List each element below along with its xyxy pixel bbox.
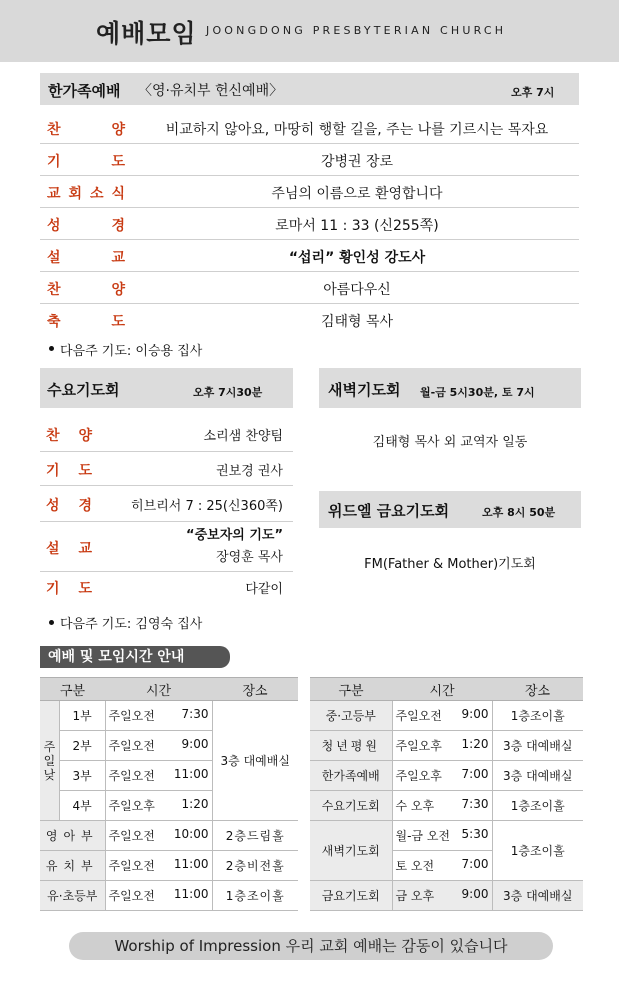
program-label: 기 도 bbox=[47, 154, 125, 170]
time-value: 5:30 bbox=[461, 827, 489, 841]
program-value: “섭리” 황인성 강도사 bbox=[288, 250, 426, 266]
program-label: 성 경 bbox=[47, 218, 125, 234]
family-service-subtitle: 〈영·유치부 헌신예배〉 bbox=[138, 83, 284, 99]
time-value: 9:00 bbox=[461, 887, 489, 901]
program-label: 설 교 bbox=[47, 250, 125, 266]
time-day: 금 오후 bbox=[395, 889, 435, 903]
wednesday-next-prayer: 다음주 기도: 김영숙 집사 bbox=[60, 617, 203, 632]
table-row bbox=[40, 881, 298, 911]
time-day: 토 오전 bbox=[395, 859, 435, 873]
time-day: 주일오전 bbox=[108, 769, 155, 783]
service-part: 4부 bbox=[59, 791, 105, 821]
table-row bbox=[40, 851, 298, 881]
col-place: 장소 bbox=[492, 678, 583, 701]
time-value: 7:30 bbox=[181, 707, 209, 721]
program-row bbox=[40, 486, 293, 522]
time-day: 주일오후 bbox=[395, 769, 442, 783]
dawn-prayer-time: 월-금 5시30분, 토 7시 bbox=[420, 386, 535, 399]
program-value: 아름다우신 bbox=[323, 282, 391, 298]
category-cell: 새벽기도회 bbox=[310, 821, 392, 881]
time-cell bbox=[105, 791, 212, 821]
schedule-table-right bbox=[310, 677, 583, 911]
time-value: 7:30 bbox=[461, 797, 489, 811]
time-cell bbox=[392, 791, 492, 821]
sermon-title: “중보자의 기도” bbox=[186, 528, 283, 543]
wednesday-service-title: 수요기도회 bbox=[47, 381, 120, 399]
time-value: 9:00 bbox=[181, 737, 209, 751]
table-row bbox=[310, 701, 583, 731]
program-label: 설 교 bbox=[46, 541, 92, 557]
place-cell: 3층 대예배실 bbox=[492, 731, 583, 761]
friday-prayer-title: 위드엘 금요기도회 bbox=[328, 502, 450, 520]
program-label: 교 회 소 식 bbox=[47, 186, 125, 202]
bullet-icon bbox=[49, 346, 54, 351]
program-value: 권보경 권사 bbox=[216, 464, 283, 479]
schedule-table-left bbox=[40, 677, 298, 911]
category-cell: 유·초등부 bbox=[40, 881, 105, 911]
time-value: 7:00 bbox=[461, 767, 489, 781]
dawn-prayer-leader: 김태형 목사 외 교역자 일동 bbox=[372, 435, 528, 450]
place-cell: 1층조이홀 bbox=[492, 791, 583, 821]
time-day: 주일오후 bbox=[395, 739, 442, 753]
program-row bbox=[40, 416, 293, 452]
time-day: 주일오후 bbox=[108, 799, 155, 813]
program-label: 찬 양 bbox=[46, 428, 92, 444]
time-cell bbox=[105, 761, 212, 791]
category-cell: 영아부 bbox=[40, 821, 105, 851]
category-cell: 유치부 bbox=[40, 851, 105, 881]
table-header-row bbox=[310, 678, 583, 701]
program-row bbox=[40, 112, 579, 144]
time-day: 주일오전 bbox=[108, 889, 155, 903]
time-day: 주일오전 bbox=[395, 709, 442, 723]
col-time: 시간 bbox=[105, 678, 212, 701]
program-row bbox=[40, 208, 579, 240]
program-value: 주님의 이름으로 환영합니다 bbox=[271, 186, 443, 202]
family-service-title: 한가족예배 bbox=[48, 82, 121, 100]
program-label: 찬 양 bbox=[47, 122, 125, 138]
program-label: 기 도 bbox=[46, 581, 92, 597]
program-row bbox=[40, 272, 579, 304]
program-value: 히브리서 7 : 25(신360쪽) bbox=[131, 499, 283, 514]
program-row bbox=[40, 240, 579, 272]
col-category: 구분 bbox=[310, 678, 392, 701]
time-cell bbox=[392, 821, 492, 851]
time-cell bbox=[392, 761, 492, 791]
church-name: JOONGDONG PRESBYTERIAN CHURCH bbox=[206, 24, 507, 37]
table-row bbox=[40, 701, 298, 731]
time-day: 주일오전 bbox=[108, 829, 155, 843]
time-value: 11:00 bbox=[173, 767, 209, 781]
place-cell: 2층비전홀 bbox=[212, 851, 298, 881]
time-day: 주일오전 bbox=[108, 709, 155, 723]
table-row bbox=[310, 821, 583, 851]
time-cell bbox=[105, 821, 212, 851]
table-row bbox=[310, 881, 583, 911]
program-value: 소리샘 찬양팀 bbox=[203, 429, 283, 444]
wednesday-program bbox=[40, 416, 293, 602]
place-cell: 1층조이홀 bbox=[492, 821, 583, 881]
program-value: 비교하지 않아요, 마땅히 행할 길을, 주는 나를 기르시는 목자요 bbox=[165, 122, 549, 138]
program-label: 축 도 bbox=[47, 314, 125, 330]
program-value: 다같이 bbox=[245, 582, 283, 597]
time-day: 주일오전 bbox=[108, 739, 155, 753]
program-label: 찬 양 bbox=[47, 282, 125, 298]
program-row bbox=[40, 522, 293, 572]
program-row bbox=[40, 144, 579, 176]
place-cell: 1층조이홀 bbox=[212, 881, 298, 911]
family-service-bar bbox=[40, 73, 579, 105]
category-cell: 수요기도회 bbox=[310, 791, 392, 821]
service-part: 2부 bbox=[59, 731, 105, 761]
category-cell: 청년평원 bbox=[310, 731, 392, 761]
service-part: 3부 bbox=[59, 761, 105, 791]
sunday-group-label: 주 일 낮 bbox=[40, 701, 59, 821]
place-cell: 3층 대예배실 bbox=[212, 701, 298, 821]
time-cell bbox=[105, 851, 212, 881]
program-value: 강병권 장로 bbox=[320, 154, 394, 170]
time-value: 9:00 bbox=[461, 707, 489, 721]
time-cell bbox=[105, 701, 212, 731]
table-row bbox=[310, 791, 583, 821]
footer-slogan: Worship of Impression 우리 교회 예배는 감동이 있습니다 bbox=[69, 932, 553, 960]
place-cell: 3층 대예배실 bbox=[492, 881, 583, 911]
category-cell: 한가족예배 bbox=[310, 761, 392, 791]
place-cell: 1층조이홀 bbox=[492, 701, 583, 731]
col-time: 시간 bbox=[392, 678, 492, 701]
time-day: 월-금 오전 bbox=[395, 829, 451, 843]
col-place: 장소 bbox=[212, 678, 298, 701]
program-row bbox=[40, 452, 293, 486]
place-cell: 3층 대예배실 bbox=[492, 761, 583, 791]
time-value: 1:20 bbox=[181, 797, 209, 811]
table-row bbox=[310, 761, 583, 791]
friday-prayer-time: 오후 8시 50분 bbox=[482, 506, 556, 519]
time-value: 1:20 bbox=[461, 737, 489, 751]
category-cell: 중·고등부 bbox=[310, 701, 392, 731]
program-label: 기 도 bbox=[46, 463, 92, 479]
time-day: 수 오후 bbox=[395, 799, 435, 813]
page-title: 예배모임 bbox=[96, 19, 197, 48]
time-value: 7:00 bbox=[461, 857, 489, 871]
program-row bbox=[40, 304, 579, 336]
time-value: 11:00 bbox=[173, 887, 209, 901]
program-row bbox=[40, 176, 579, 208]
table-row bbox=[40, 821, 298, 851]
program-value: 김태형 목사 bbox=[320, 314, 394, 330]
time-value: 11:00 bbox=[173, 857, 209, 871]
program-label: 성 경 bbox=[46, 498, 92, 514]
time-cell bbox=[392, 881, 492, 911]
friday-prayer-description: FM(Father & Mother)기도회 bbox=[364, 557, 536, 572]
col-category: 구분 bbox=[40, 678, 105, 701]
program-value: 로마서 11 : 33 (신255쪽) bbox=[275, 218, 439, 234]
bullet-icon bbox=[49, 620, 54, 625]
time-cell bbox=[392, 701, 492, 731]
category-cell: 금요기도회 bbox=[310, 881, 392, 911]
time-cell bbox=[105, 881, 212, 911]
schedule-section-title: 예배 및 모임시간 안내 bbox=[40, 646, 230, 668]
program-row bbox=[40, 572, 293, 602]
time-value: 10:00 bbox=[173, 827, 209, 841]
table-header-row bbox=[40, 678, 298, 701]
dawn-prayer-title: 새벽기도회 bbox=[328, 381, 401, 399]
time-day: 주일오전 bbox=[108, 859, 155, 873]
family-next-prayer: 다음주 기도: 이승용 집사 bbox=[60, 344, 203, 359]
time-cell bbox=[392, 731, 492, 761]
wednesday-service-time: 오후 7시30분 bbox=[193, 386, 263, 399]
place-cell: 2층드림홀 bbox=[212, 821, 298, 851]
preacher-name: 장영훈 목사 bbox=[216, 550, 283, 565]
time-cell bbox=[105, 731, 212, 761]
table-row bbox=[310, 731, 583, 761]
service-part: 1부 bbox=[59, 701, 105, 731]
family-service-time: 오후 7시 bbox=[511, 86, 555, 99]
time-cell bbox=[392, 851, 492, 881]
family-service-program bbox=[40, 112, 579, 336]
